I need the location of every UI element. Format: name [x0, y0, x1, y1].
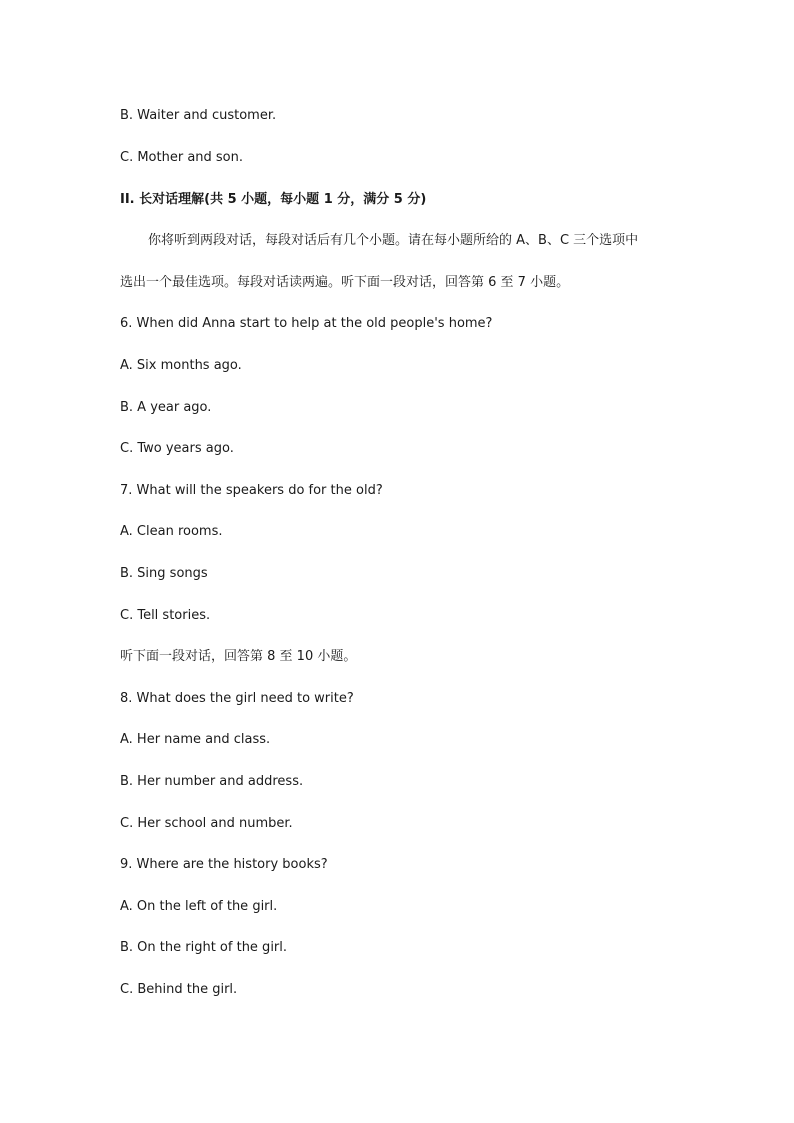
- question-8: 8. What does the girl need to write?: [120, 691, 354, 706]
- option-a-q7: A. Clean rooms.: [120, 524, 223, 539]
- option-c-q8: C. Her school and number.: [120, 816, 293, 831]
- question-6: 6. When did Anna start to help at the old people's home?: [120, 316, 493, 331]
- section-heading: II. 长对话理解(共 5 小题，每小题 1 分，满分 5 分): [120, 192, 427, 207]
- question-7: 7. What will the speakers do for the old?: [120, 483, 383, 498]
- option-b-q7: B. Sing songs: [120, 566, 208, 581]
- option-b-q9: B. On the right of the girl.: [120, 940, 288, 955]
- dialogue-intro: 听下面一段对话，回答第 8 至 10 小题。: [120, 649, 357, 664]
- option-a-q6: A. Six months ago.: [120, 358, 242, 373]
- option-a-q9: A. On the left of the girl.: [120, 899, 278, 914]
- question-9: 9. Where are the history books?: [120, 857, 328, 872]
- option-c-q7: C. Tell stories.: [120, 608, 211, 623]
- instructions-line-1: 你将听到两段对话，每段对话后有几个小题。请在每小题所给的 A、B、C 三个选项中: [148, 233, 639, 248]
- option-b-q8: B. Her number and address.: [120, 774, 304, 789]
- instructions-line-2: 选出一个最佳选项。每段对话读两遍。听下面一段对话，回答第 6 至 7 小题。: [120, 275, 570, 290]
- option-b-q5: B. Waiter and customer.: [120, 108, 277, 123]
- option-c-q6: C. Two years ago.: [120, 441, 234, 456]
- option-b-q6: B. A year ago.: [120, 400, 212, 415]
- option-c-q9: C. Behind the girl.: [120, 982, 238, 997]
- option-c-q5: C. Mother and son.: [120, 150, 244, 165]
- option-a-q8: A. Her name and class.: [120, 732, 271, 747]
